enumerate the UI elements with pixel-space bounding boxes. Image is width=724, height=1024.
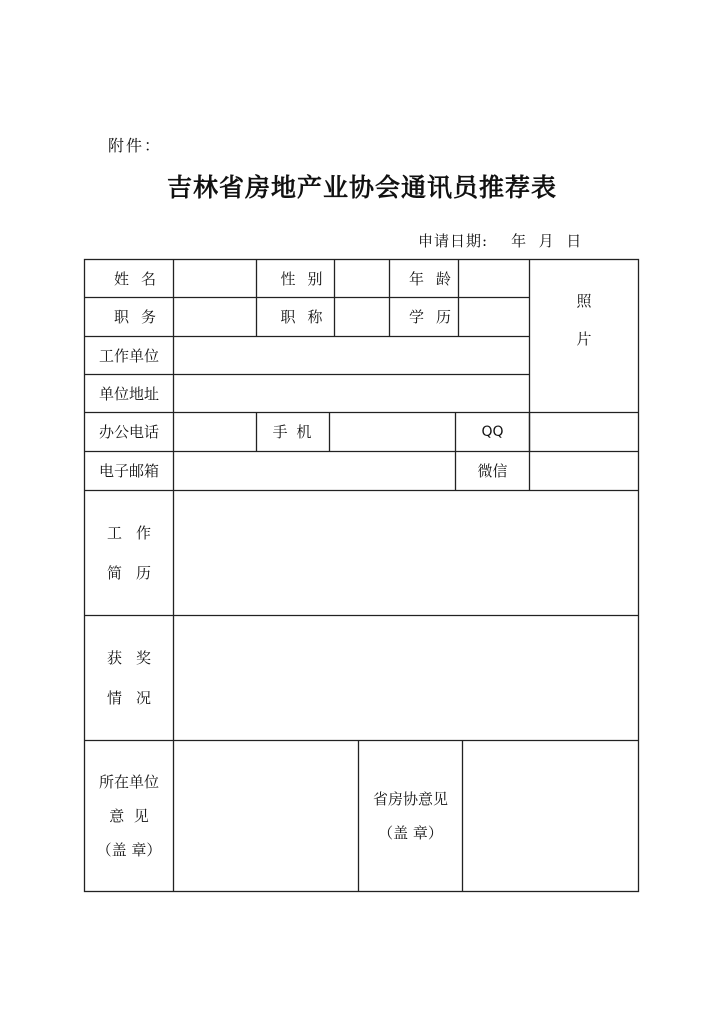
awards-label-line2: 情况 xyxy=(106,689,165,707)
unit-opinion-line3: （盖 章） xyxy=(96,841,162,859)
assoc-opinion-label xyxy=(359,741,462,891)
resume-label-line2: 简历 xyxy=(106,564,165,582)
photo-area[interactable] xyxy=(530,270,638,370)
resume-field[interactable] xyxy=(174,491,638,615)
apply-date: 申请日期: 年 月 日 xyxy=(418,232,583,250)
qq-field[interactable] xyxy=(530,413,638,451)
education-field[interactable] xyxy=(459,298,529,336)
awards-field[interactable] xyxy=(174,616,638,740)
position-field[interactable] xyxy=(174,298,256,336)
wechat-label: 微信 xyxy=(477,462,508,480)
email-field[interactable] xyxy=(174,452,455,490)
qq-label: QQ xyxy=(481,423,504,440)
photo-label-line2: 片 xyxy=(576,330,592,348)
education-label: 学历 xyxy=(408,308,463,326)
unit-opinion-field[interactable] xyxy=(174,741,358,891)
unit-opinion-line1: 所在单位 xyxy=(98,773,159,791)
title-field[interactable] xyxy=(335,298,389,336)
gender-label: 性别 xyxy=(280,269,335,288)
name-label: 姓名 xyxy=(113,269,168,288)
photo-label-line1: 照 xyxy=(576,292,592,310)
office-phone-label: 办公电话 xyxy=(98,423,159,441)
age-field[interactable] xyxy=(459,260,529,297)
work-unit-field[interactable] xyxy=(174,337,529,374)
work-unit-label: 工作单位 xyxy=(98,346,159,365)
position-label: 职务 xyxy=(113,308,168,326)
awards-label xyxy=(85,616,173,740)
unit-opinion-line2: 意 见 xyxy=(109,807,149,825)
awards-label-line1: 获奖 xyxy=(106,649,165,667)
mobile-label: 手 机 xyxy=(272,423,314,441)
mobile-field[interactable] xyxy=(330,413,455,451)
assoc-opinion-field[interactable] xyxy=(463,741,638,891)
resume-label xyxy=(85,491,173,615)
title-label: 职称 xyxy=(280,308,335,326)
attachment-label: 附件： xyxy=(108,136,163,155)
unit-opinion-label xyxy=(85,741,173,891)
wechat-field[interactable] xyxy=(530,452,638,490)
resume-label-line1: 工作 xyxy=(106,524,165,542)
page-title: 吉林省房地产业协会通讯员推荐表 xyxy=(166,173,557,202)
unit-address-label: 单位地址 xyxy=(98,384,159,403)
gender-field[interactable] xyxy=(335,260,389,297)
office-phone-field[interactable] xyxy=(174,413,256,451)
unit-address-field[interactable] xyxy=(174,375,529,412)
name-field[interactable] xyxy=(174,260,256,297)
email-label: 电子邮箱 xyxy=(98,462,159,480)
age-label: 年龄 xyxy=(408,269,463,288)
assoc-opinion-line2: （盖 章） xyxy=(378,824,443,842)
assoc-opinion-line1: 省房协意见 xyxy=(372,790,448,808)
